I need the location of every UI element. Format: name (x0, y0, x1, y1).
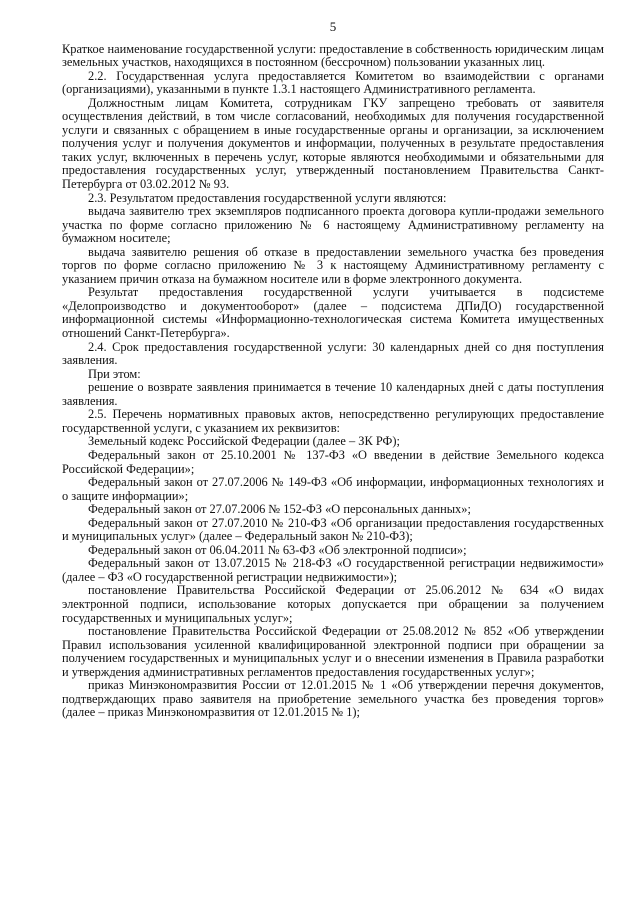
paragraph-result-refusal: выдача заявителю решения об отказе в предоставлении земельного участка без проведения торгов по форме согласно приложению № 3 к настоящему Административному регламенту с указанием причин отказа на бумажном носителе или в форме электронного документа. (62, 244, 604, 286)
list-item-land-code: Земельный кодекс Российской Федерации (далее – ЗК РФ); (88, 434, 400, 449)
list-item-law-152: Федеральный закон от 27.07.2006 № 152-ФЗ «О персональных данных»; (88, 502, 471, 517)
list-item-law-137: Федеральный закон от 25.10.2001 № 137-ФЗ «О введении в действие Земельного кодекса Российской Федерации»; (62, 447, 604, 476)
list-item-law-218: Федеральный закон от 13.07.2015 № 218-ФЗ «О государственной регистрации недвижимости» (далее – ФЗ «О государственной регистрации недвижимости»); (62, 556, 604, 584)
paragraph-short-service-name: Краткое наименование государственной услуги: предоставление в собственность юридическим лицам земельных участков, находящихся в постоянном (бессрочном) пользовании указанных лиц. (62, 41, 604, 70)
list-item-law-210: Федеральный закон от 27.07.2010 № 210-ФЗ «Об организации предоставления государственных и муниципальных услуг» (далее – Федеральный закон № 210-ФЗ); (62, 515, 604, 544)
list-item-decree-852: постановление Правительства Российской Федерации от 25.08.2012 № 852 «Об утверждении Правил использования усиленной квалифицированной электронной подписи при обращении за получением государственных и муниципальных услуг и о внесении изменения в Правила разработки и утверждения административных регламентов предоставления государственных услуг»; (62, 624, 604, 679)
list-item-law-63: Федеральный закон от 06.04.2011 № 63-ФЗ «Об электронной подписи»; (88, 542, 467, 557)
paragraph-2-4: 2.4. Срок предоставления государственной услуги: 30 календарных дней со дня поступления заявления. (62, 339, 604, 368)
paragraph-return-decision: решение о возврате заявления принимается в течение 10 календарных дней с даты поступления заявления. (62, 380, 604, 408)
paragraph-result-contract: выдача заявителю трех экземпляров подписанного проекта договора купли-продажи земельного участка по форме согласно приложению № 6 настоящему Административному регламенту на бумажном носителе; (62, 204, 604, 246)
paragraph-2-5: 2.5. Перечень нормативных правовых актов, непосредственно регулирующих предоставление государственной услуги, с указанием их реквизитов: (62, 407, 604, 435)
paragraph-2-3: 2.3. Результатом предоставления государственной услуги являются: (88, 190, 447, 205)
paragraph-result-accounting: Результат предоставления государственной услуги учитывается в подсистеме «Делопроизводство и документооборот» (далее – подсистема ДПиДО) государственной информационной системы «Информационно-технологическая система Комитета имущественных отношений Санкт-Петербурга». (62, 285, 604, 341)
paragraph-in-this-case: При этом: (88, 366, 141, 381)
page-number: 5 (329, 19, 337, 34)
list-item-decree-634: постановление Правительства Российской Федерации от 25.06.2012 № 634 «О видах электронной подписи, использование которых допускается при обращении за получением государственных и муниципальных услуг»; (62, 583, 604, 625)
list-item-order-1: приказ Минэкономразвития России от 12.01.2015 № 1 «Об утверждении перечня документов, подтверждающих право заявителя на приобретение земельного участка без проведения торгов» (далее – приказ Минэкономразвития от 12.01.2015 № 1); (62, 678, 604, 720)
paragraph-2-2: 2.2. Государственная услуга предоставляется Комитетом во взаимодействии с органами (организациями), указанными в пункте 1.3.1 настоящего Административного регламента. (62, 68, 604, 97)
paragraph-prohibition: Должностным лицам Комитета, сотрудникам ГКУ запрещено требовать от заявителя осуществления действий, в том числе согласований, необходимых для получения государственной услуги и связанных с обращением в иные государственные органы и организации, за исключением получения услуг и получения документов и информации, полученных в результате предоставления таких услуг, включенных в перечень услуг, которые являются необходимыми и обязательными для предоставления государственных услуг, утвержденный постановлением Правительства Санкт-Петербурга от 03.02.2012 № 93. (62, 95, 604, 192)
list-item-law-149: Федеральный закон от 27.07.2006 № 149-ФЗ «Об информации, информационных технологиях и о защите информации»; (62, 475, 604, 503)
